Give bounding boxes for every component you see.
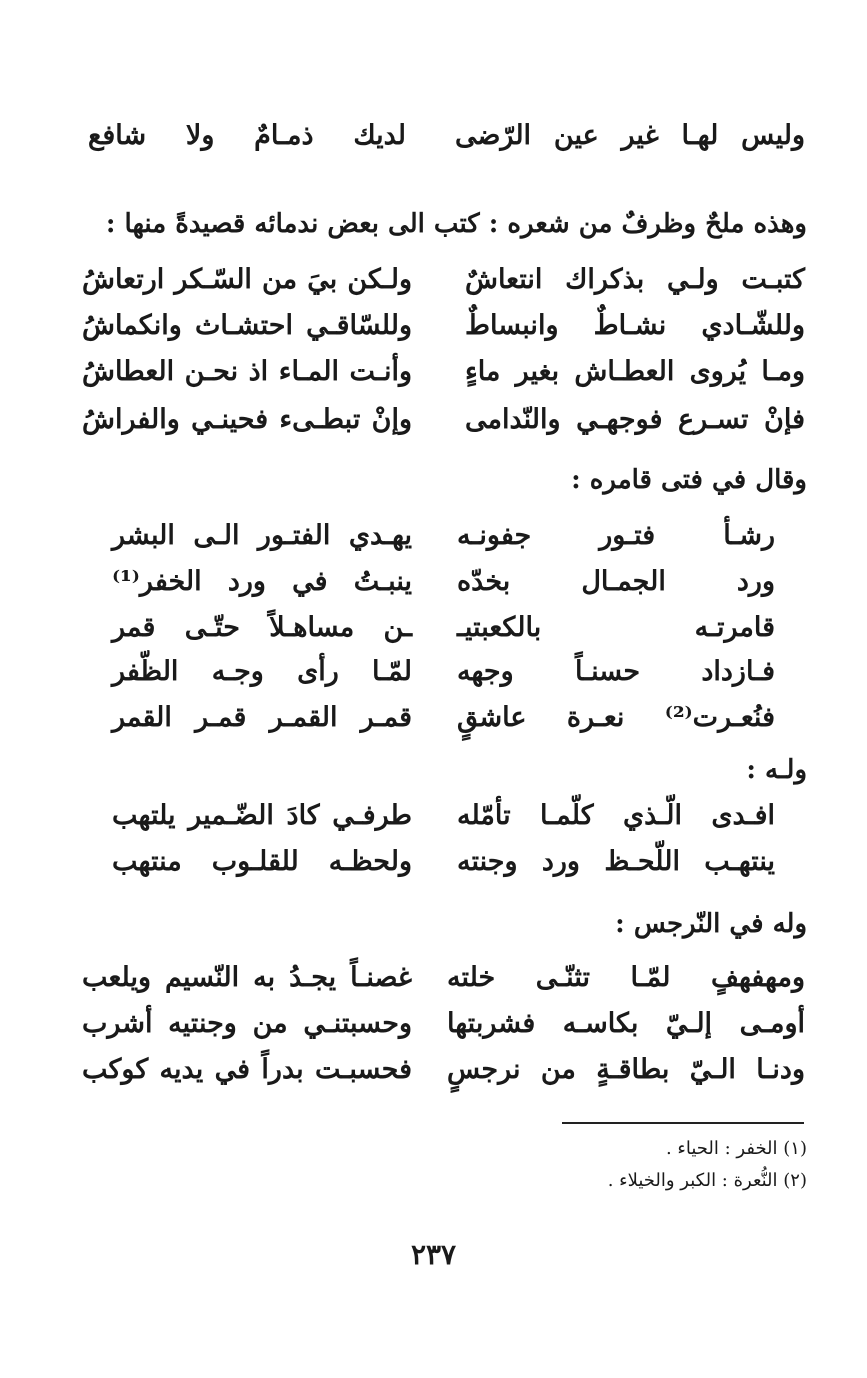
verse-hemistich-right: أومـى إلـيّ بكاسـه فشربتها (447, 1008, 805, 1039)
verse-hemistich-right: فـازداد حسنـاً وجهه (457, 656, 775, 687)
verse-hemistich-right: ومـا يُروى العطـاش بغير ماءٍ (465, 356, 805, 387)
verse-hemistich-left: ينبـتُ في ورد الخفر⁽¹⁾ (112, 566, 412, 597)
verse-hemistich-right: فإنْ تسـرع فوجهـي والنّدامى (465, 404, 805, 435)
verse-hemistich-left: غصنـاً يجـدُ به النّسيم ويلعب (82, 962, 412, 993)
verse-hemistich-right: ومهفهفٍ لمّـا تثنّـى خلته (447, 962, 805, 993)
verse-hemistich-left: طرفـي كادَ الضّـمير يلتهب (112, 800, 412, 831)
verse-hemistich-left: لمّـا رأى وجـه الظّفر (112, 656, 412, 687)
verse-hemistich-left: ولـكن بيَ من السّـكر ارتعاشُ (82, 264, 412, 295)
verse-hemistich-left: ولحظـه للقلـوب منتهب (112, 846, 412, 877)
prose-intro: وقال في فتى قامره : (571, 465, 807, 495)
verse-hemistich-left: وحسبتنـي من وجنتيه أشرب (82, 1008, 412, 1039)
verse-hemistich-right: رشـأ فتـور جفونـه (457, 520, 775, 551)
prose-intro: وله في النّرجس : (615, 909, 807, 939)
verse-hemistich-left: يهـدي الفتـور الـى البشر (112, 520, 412, 551)
verse-hemistich-left: وإنْ تبطـىء فحينـي والفراشُ (82, 404, 412, 435)
verse-hemistich-right: ينتهـب اللّحـظ ورد وجنته (457, 846, 775, 877)
verse-hemistich-right: وليس لهـا غير عين الرّضى (455, 120, 805, 151)
prose-intro: ولـه : (746, 755, 807, 785)
page-number: ٢٣٧ (410, 1238, 457, 1271)
verse-hemistich-right: ورد الجمـال بخدّه (457, 566, 775, 597)
verse-hemistich-right: كتبـت ولـي بذكراك انتعاشٌ (465, 264, 805, 295)
verse-hemistich-right: قامرتـه بالكعبتيـ (457, 612, 775, 643)
verse-hemistich-left: لديك ذمـامٌ ولا شافع (88, 120, 406, 151)
footnote: (٢) النُّعرة : الكبر والخيلاء . (607, 1170, 807, 1191)
verse-hemistich-right: وللشّـادي نشـاطٌ وانبساطٌ (465, 310, 805, 341)
verse-hemistich-right: فنُعـرت⁽²⁾ نعـرة عاشقٍ (457, 702, 775, 733)
verse-hemistich-left: وأنـت المـاء اذ نحـن العطاشُ (82, 356, 412, 387)
verse-hemistich-left: وللسّاقـي احتشـاث وانكماشُ (82, 310, 412, 341)
footnote: (١) الخفر : الحياء . (665, 1138, 807, 1159)
verse-hemistich-right: افـدى الّـذي كلّمـا تأمّله (457, 800, 775, 831)
verse-hemistich-left: ـن مساهـلاً حتّـى قمر (112, 612, 412, 643)
prose-intro: وهذه ملحٌ وظرفٌ من شعره : كتب الى بعض ندمائه قصيدةً منها : (105, 209, 807, 239)
footnote-separator (562, 1122, 804, 1124)
verse-hemistich-right: ودنـا الـيّ بطاقـةٍ من نرجسٍ (447, 1054, 805, 1085)
verse-hemistich-left: قمـر القمـر قمـر القمر (112, 702, 412, 733)
verse-hemistich-left: فحسبـت بدراً في يديه كوكب (82, 1054, 412, 1085)
